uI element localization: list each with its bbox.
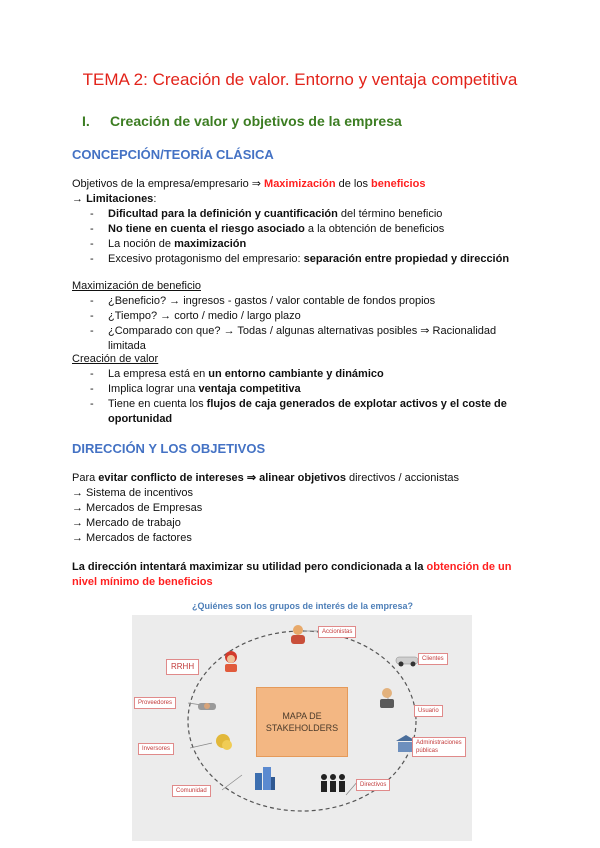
maximizacion-subtitle: Maximización de beneficio — [72, 280, 202, 292]
item-text: Excesivo protagonismo del empresario: — [108, 253, 304, 265]
item-bold: ventaja competitiva — [198, 383, 301, 395]
section-number: I. — [82, 113, 90, 129]
city-icon — [252, 765, 276, 791]
list-item — [72, 367, 522, 382]
label-proveedores: Proveedores — [134, 697, 176, 709]
list-item — [72, 207, 522, 222]
document-title: TEMA 2: Creación de valor. Entorno y ventaja competitiva — [82, 70, 518, 89]
arrow-item-incentivos: → Sistema de incentivos — [72, 487, 194, 499]
section-heading — [82, 113, 402, 129]
item-text: La noción de — [108, 238, 175, 250]
item-text: del término beneficio — [337, 208, 443, 220]
direccion-conclusion — [72, 560, 527, 590]
label-rrhh: RRHH — [166, 659, 199, 675]
list-item: - ¿Tiempo? → corto / medio / largo plazo — [72, 309, 522, 324]
heading-direccion-objetivos: DIRECCIÓN Y LOS OBJETIVOS — [72, 441, 266, 456]
car-icon — [394, 651, 420, 667]
maximizacion-list — [72, 294, 522, 354]
arrow-item-trabajo: → Mercado de trabajo — [72, 517, 181, 529]
list-item — [72, 252, 522, 267]
accionistas-icon — [287, 623, 309, 645]
item-bold: un entorno cambiante y dinámico — [208, 368, 384, 380]
colon: : — [153, 193, 157, 205]
objetivos-text: Objetivos de la empresa/empresario ⇒ — [72, 178, 265, 190]
section-label: Creación de valor y objetivos de la empresa — [110, 113, 402, 129]
item-bold: separación entre propiedad y dirección — [303, 253, 510, 265]
conclusion-highlight: obtención de un nivel mínimo de beneficios — [72, 561, 512, 588]
arrow-item-factores: → Mercados de factores — [72, 532, 192, 544]
para-bold: evitar conflicto de intereses ⇒ alinear objetivos — [98, 472, 346, 484]
stakeholders-map — [132, 615, 472, 841]
item-bold: maximización — [174, 238, 247, 250]
item-text: Implica lograr una — [108, 383, 199, 395]
item-bold: Dificultad para la definición y cuantificación — [108, 208, 338, 220]
label-inversores: Inversores — [138, 743, 174, 755]
creacion-valor-list — [72, 367, 522, 427]
limitaciones-line — [72, 192, 156, 207]
figure-title: ¿Quiénes son los grupos de interés de la empresa? — [191, 601, 414, 611]
list-item: - ¿Beneficio? → ingresos - gastos / valor contable de fondos propios — [72, 294, 522, 309]
para-text: Para — [72, 472, 99, 484]
mapa-stakeholders-box — [256, 687, 348, 757]
list-item: - ¿Comparado con que? → Todas / algunas alternativas posibles ⇒ Racionalidad limitada — [72, 324, 522, 354]
label-usuario: Usuario — [414, 705, 443, 717]
arrow-item-empresas: → Mercados de Empresas — [72, 502, 203, 514]
label-directivos: Directivos — [356, 779, 390, 791]
para-text-end: directivos / accionistas — [345, 472, 460, 484]
center-line-1: MAPA DE — [282, 711, 322, 721]
limitaciones-list — [72, 207, 522, 267]
objetivos-connector: de los — [335, 178, 372, 190]
label-clientes: Clientes — [418, 653, 448, 665]
item-bold: No tiene en cuenta el riesgo asociado — [108, 223, 305, 235]
limitaciones-label: Limitaciones — [86, 193, 154, 205]
item-text: Tiene en cuenta los — [108, 398, 207, 410]
directivos-icon — [318, 771, 348, 793]
usuario-icon — [376, 687, 398, 709]
item-text: a la obtención de beneficios — [304, 223, 445, 235]
item-bold: flujos de caja generados de explotar activos y el coste de oportunidad — [108, 398, 507, 425]
heading-concepcion-clasica: CONCEPCIÓN/TEORÍA CLÁSICA — [72, 147, 274, 162]
label-administraciones: Administraciones públicas — [412, 737, 466, 757]
label-accionistas: Accionistas — [318, 626, 356, 638]
list-item — [72, 382, 522, 397]
maximizacion-highlight: Maximización — [264, 178, 336, 190]
para-line — [72, 471, 459, 486]
conclusion-text: La dirección intentará maximizar su utilidad pero condicionada a la — [72, 561, 427, 573]
handshake-icon — [196, 695, 218, 715]
money-hand-icon — [212, 731, 234, 753]
objetivos-line — [72, 177, 425, 192]
list-item — [72, 397, 522, 427]
list-item — [72, 237, 522, 252]
label-comunidad: Comunidad — [172, 785, 211, 797]
center-line-2: STAKEHOLDERS — [265, 723, 339, 733]
list-item — [72, 222, 522, 237]
item-text: La empresa está en — [108, 368, 209, 380]
rrhh-icon — [220, 649, 242, 673]
arrow-icon: → — [72, 193, 87, 205]
beneficios-highlight: beneficios — [371, 178, 426, 190]
creacion-valor-subtitle: Creación de valor — [72, 353, 159, 365]
